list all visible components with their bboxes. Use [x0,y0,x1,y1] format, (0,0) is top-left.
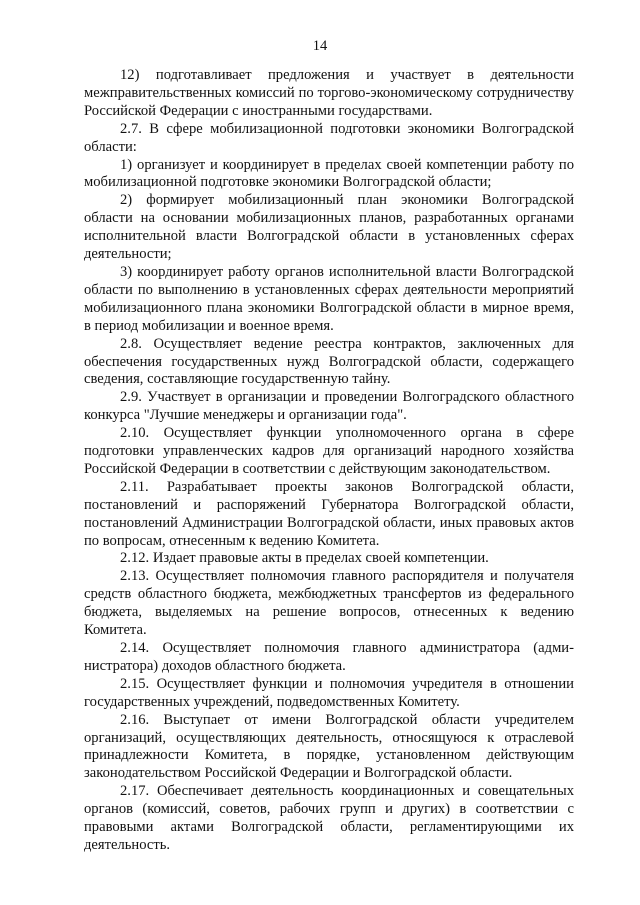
paragraph-section-2-11: 2.11. Разрабатывает проекты законов Волгоградской области, постановлений и распоряжений Губернатора Волгоградской области, постановлений Администрации Волгоградской области, иных правовых актов по вопросам, отнесенным к ведению Комитета. [84,478,574,549]
paragraph-section-2-16: 2.16. Выступает от имени Волгоградской области учредителем организаций, осуществляющих деятельность, относящуюся к отраслевой принадлежности Комитета, в порядке, установленном действующим законодательством Российской Федерации и Волгоградской области. [84,711,574,782]
document-body [84,67,574,855]
paragraph-section-2-10: 2.10. Осуществляет функции уполномоченного органа в сфере подготовки управленческих кадров для организаций народного хозяйства Российской Федерации в соответствии с действующим законодательством. [84,425,574,477]
paragraph-section-2-7: 2.7. В сфере мобилизационной подготовки экономики Волгоградской области: [84,120,574,155]
paragraph-item-2: 2) формирует мобилизационный план экономики Волгоградской области на основании мобилизационных планов, разработанных органами исполнительной власти Волгоградской области в установленных сферах деятельности; [84,192,574,263]
paragraph-section-2-15: 2.15. Осуществляет функции и полномочия учредителя в отношении государственных учреждений, подведомственных Комитету. [84,675,574,710]
paragraph-item-12: 12) подготавливает предложения и участвует в деятельности межправительственных комиссий по торгово-экономическому сотрудничеству Российской Федерации с иностранными государствами. [84,67,574,119]
paragraph-item-1: 1) организует и координирует в пределах своей компетенции работу по мобилизационной подготовке экономики Волгоградской области; [84,156,574,191]
page-number: 14 [312,38,328,54]
paragraph-item-3: 3) координирует работу органов исполнительной власти Волгоградской области по выполнению в установленных сферах деятельности мероприятий мобилизационного плана экономики Волгоградской области в мирное время, в период мобилизации и военное время. [84,263,574,334]
paragraph-section-2-14: 2.14. Осуществляет полномочия главного администратора (администратора) доходов областного бюджета. [84,640,574,674]
paragraph-section-2-13: 2.13. Осуществляет полномочия главного распорядителя и получателя средств областного бюджета, межбюджетных трансфертов из федерального бюджета, выделяемых на решение вопросов, отнесенных к ведению Комитета. [84,568,574,639]
paragraph-section-2-9: 2.9. Участвует в организации и проведении Волгоградского областного конкурса "Лучшие менеджеры и организации года". [84,389,574,424]
paragraph-section-2-8: 2.8. Осуществляет ведение реестра контрактов, заключенных для обеспечения государственных нужд Волгоградской области, содержащего сведения, составляющие государственную тайну. [84,335,574,388]
paragraph-section-2-17: 2.17. Обеспечивает деятельность координационных и совещательных органов (комиссий, советов, рабочих групп и других) в соответствии с правовыми актами Волгоградской области, регламентирующими их деятельность. [84,783,574,853]
paragraph-section-2-12: 2.12. Издает правовые акты в пределах своей компетенции. [120,550,489,567]
